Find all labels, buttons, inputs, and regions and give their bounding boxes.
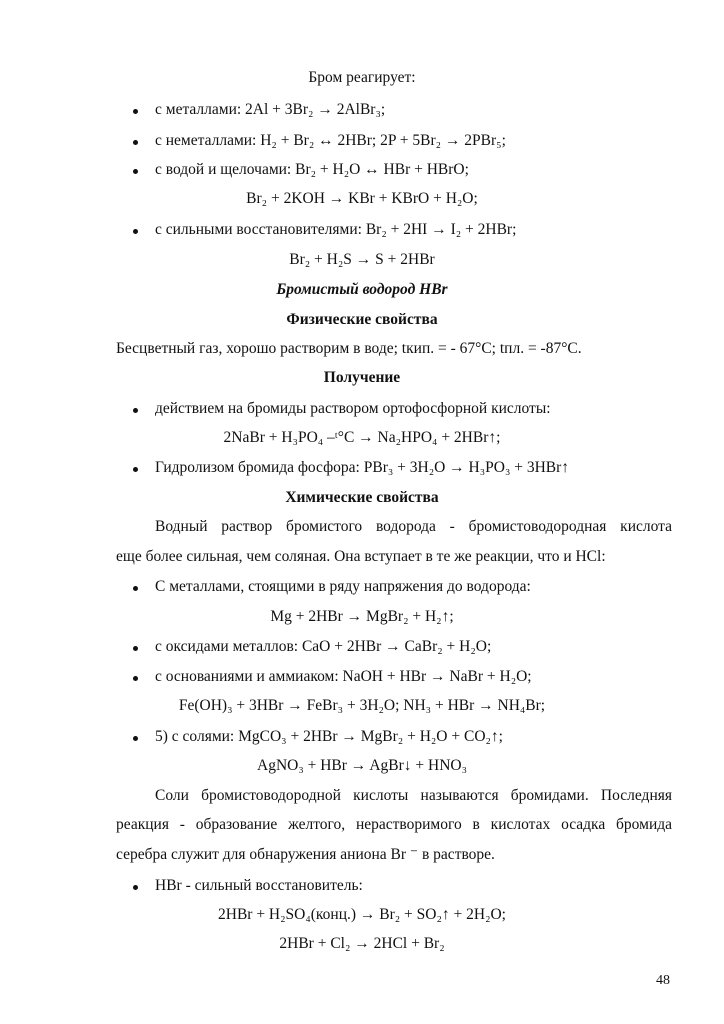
paragraph-line: Водный раствор бромистого водорода - бромистоводородная кислота (155, 518, 672, 535)
equation-line: Br₂ + H₂S → S + 2HBr (289, 251, 435, 268)
bullet-text: с оксидами металлов: CaO + 2HBr → CaBr₂ + H₂O; (155, 638, 492, 655)
subsection-heading: Получение (323, 369, 401, 386)
equation-line: Br₂ + 2KOH → KBr + KBrO + H₂O; (246, 190, 478, 207)
bullet-text: HBr - сильный восстановитель: (155, 877, 363, 894)
text-line: Бром реагирует: (308, 69, 416, 86)
bullet-text: 5) с солями: MgCO₃ + 2HBr → MgBr₂ + H₂O + CO₂↑; (155, 728, 503, 745)
equation-line: AgNO₃ + HBr → AgBr↓ + HNO₃ (257, 757, 467, 774)
page-number: 48 (656, 973, 670, 988)
subsection-heading: Химические свойства (285, 489, 439, 506)
paragraph-line: Соли бромистоводородной кислоты называются бромидами. Последняя (155, 787, 672, 804)
paragraph-line: реакция - образование желтого, нерастворимого в кислотах осадка бромида (116, 816, 672, 833)
text-line: Бесцветный газ, хорошо растворим в воде; tкип. = - 67°C; tпл. = -87°C. (116, 340, 582, 357)
bullet-text: с водой и щелочами: Br₂ + H₂O ↔ HBr + HBrO; (155, 161, 469, 178)
equation-line: 2NaBr + H₃PO₄ –ᵗ°C → Na₂HPO₄ + 2HBr↑; (223, 429, 501, 446)
equation-line: Fe(OH)₃ + 3HBr → FeBr₃ + 3H₂O; NH₃ + HBr → NH₄Br; (178, 697, 546, 714)
paragraph-line: еще более сильная, чем соляная. Она вступает в те же реакции, что и HCl: (116, 548, 606, 565)
paragraph-line: серебра служит для обнаружения аниона Br ⁻ в растворе. (116, 846, 495, 863)
bullet-text: Гидролизом бромида фосфора: PBr₃ + 3H₂O → H₃PO₃ + 3HBr↑ (155, 459, 570, 476)
subsection-heading: Физические свойства (286, 311, 438, 328)
equation-line: Mg + 2HBr → MgBr₂ + H₂↑; (270, 608, 454, 625)
equation-line: 2HBr + H₂SO₄(конц.) → Br₂ + SO₂↑ + 2H₂O; (218, 906, 506, 923)
bullet-text: действием на бромиды раствором ортофосфорной кислоты: (155, 400, 551, 417)
section-heading: Бромистый водород HBr (276, 281, 448, 298)
bullet-text: С металлами, стоящими в ряду напряжения до водорода: (155, 578, 531, 595)
bullet-text: с основаниями и аммиаком: NaOH + HBr → NaBr + H₂O; (155, 668, 532, 685)
bullet-text: с сильными восстановителями: Br₂ + 2HI → I₂ + 2HBr; (155, 221, 517, 238)
equation-line: 2HBr + Cl₂ → 2HCl + Br₂ (279, 935, 445, 952)
bullet-text: с неметаллами: H₂ + Br₂ ↔ 2HBr; 2P + 5Br₂ → 2PBr₅; (155, 132, 506, 149)
bullet-text: с металлами: 2Al + 3Br₂ → 2AlBr₃; (155, 101, 386, 118)
